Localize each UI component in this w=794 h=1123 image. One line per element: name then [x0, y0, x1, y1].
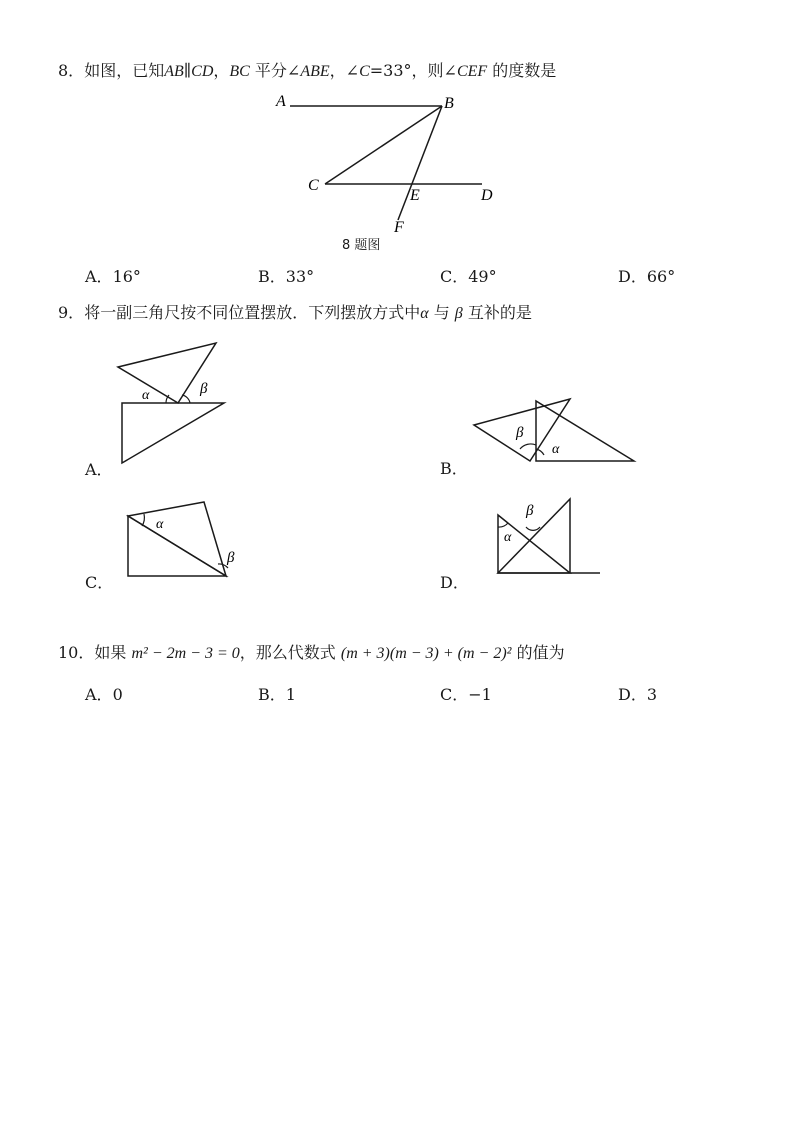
option-value: 0: [112, 685, 123, 704]
option-value: 33°: [285, 267, 315, 286]
q9-option-b[interactable]: [440, 456, 468, 479]
q8-option-b[interactable]: [258, 264, 314, 287]
option-letter: C．: [440, 685, 469, 704]
angle-c: C: [359, 63, 370, 80]
set-square-right: [536, 401, 634, 461]
stem-text: 将一副三角尺按不同位置摆放．下列摆放方式中: [84, 303, 421, 322]
equation: m² − 2m − 3 = 0: [131, 645, 240, 662]
q9-option-d[interactable]: [440, 570, 469, 593]
option-letter: C．: [440, 267, 469, 286]
q10-option-b[interactable]: [258, 682, 296, 705]
stem-text: 与: [428, 303, 455, 322]
figure-8: [270, 88, 510, 238]
label-e: E: [410, 187, 420, 204]
option-letter: B．: [258, 267, 286, 286]
beta-label: β: [227, 550, 235, 566]
stem-text: 如图，已知: [84, 61, 165, 80]
label-a: A: [276, 93, 286, 110]
q8-option-a[interactable]: [85, 264, 141, 287]
beta-label: β: [526, 503, 534, 519]
q10-option-d[interactable]: [618, 682, 657, 705]
segment-cd: CD: [191, 63, 214, 80]
option-value: 3: [646, 685, 658, 704]
q10-option-a[interactable]: [85, 682, 123, 705]
option-letter: C．: [85, 573, 114, 592]
arc-beta: [520, 444, 536, 449]
beta-symbol: β: [454, 305, 463, 322]
beta-label: β: [516, 425, 524, 441]
stem-text: 如果: [94, 643, 132, 662]
stem-text: 的度数是: [487, 61, 557, 80]
label-d: D: [481, 187, 493, 204]
alpha-label: α: [552, 442, 560, 457]
question-8-stem: [58, 58, 556, 81]
question-number: 10．: [58, 643, 95, 662]
stem-text: ，那么代数式: [239, 643, 341, 662]
stem-text: ，: [213, 61, 230, 80]
alpha-label: α: [142, 388, 150, 403]
stem-text: =33°，则∠: [369, 61, 457, 80]
option-letter: A．: [85, 685, 113, 704]
option-letter: D．: [618, 685, 647, 704]
figure-9b: [470, 395, 640, 470]
angle-cef: CEF: [456, 63, 488, 80]
stem-text: 互补的是: [462, 303, 532, 322]
alpha-label: α: [156, 517, 164, 532]
set-square-right: [498, 499, 600, 573]
alpha-symbol: α: [420, 305, 429, 322]
option-letter: B．: [440, 459, 468, 478]
figure-9d: [492, 495, 607, 580]
arc-beta: [182, 395, 190, 403]
option-letter: D．: [440, 573, 469, 592]
beta-label: β: [200, 381, 208, 397]
stem-text: 的值为: [511, 643, 565, 662]
q10-option-c[interactable]: [440, 682, 492, 705]
q8-option-c[interactable]: [440, 264, 497, 287]
arc-alpha: [142, 514, 144, 526]
label-b: B: [444, 95, 454, 112]
angle-abe: ABE: [300, 63, 330, 80]
figure-9a: [110, 335, 240, 470]
segment-bc-line: [325, 106, 442, 184]
arc-alpha: [498, 523, 508, 527]
segment-ab: AB: [164, 63, 184, 80]
option-letter: D．: [618, 267, 647, 286]
option-letter: B．: [258, 685, 286, 704]
option-value: 49°: [468, 267, 497, 286]
question-number: 9．: [58, 303, 85, 322]
arc-alpha: [536, 449, 544, 455]
arc-beta: [526, 527, 540, 530]
option-letter: A．: [85, 460, 113, 479]
option-value: −1: [468, 685, 492, 704]
q8-option-d[interactable]: [618, 264, 675, 287]
label-f: F: [394, 219, 404, 236]
option-letter: A．: [85, 267, 113, 286]
stem-text: 平分∠: [249, 61, 301, 80]
set-square-bottom: [122, 403, 224, 463]
ray-bf: [398, 106, 442, 220]
set-square-top: [128, 502, 226, 576]
segment-bc: BC: [229, 63, 250, 80]
q9-option-a[interactable]: [85, 457, 113, 480]
option-value: 66°: [646, 267, 676, 286]
question-number: 8．: [58, 61, 85, 80]
option-value: 1: [285, 685, 296, 704]
figure-8-caption: 8 题图: [342, 238, 381, 253]
label-c: C: [308, 177, 319, 194]
option-value: 16°: [112, 267, 141, 286]
question-9-stem: [58, 300, 532, 323]
q9-option-c[interactable]: [85, 570, 113, 593]
parallel-symbol: ∥: [183, 61, 192, 80]
alpha-label: α: [504, 530, 512, 545]
expression: (m + 3)(m − 3) + (m − 2)²: [340, 645, 512, 662]
question-10-stem: [58, 640, 565, 663]
figure-9c: [122, 500, 252, 582]
stem-text: ，∠: [329, 61, 360, 80]
